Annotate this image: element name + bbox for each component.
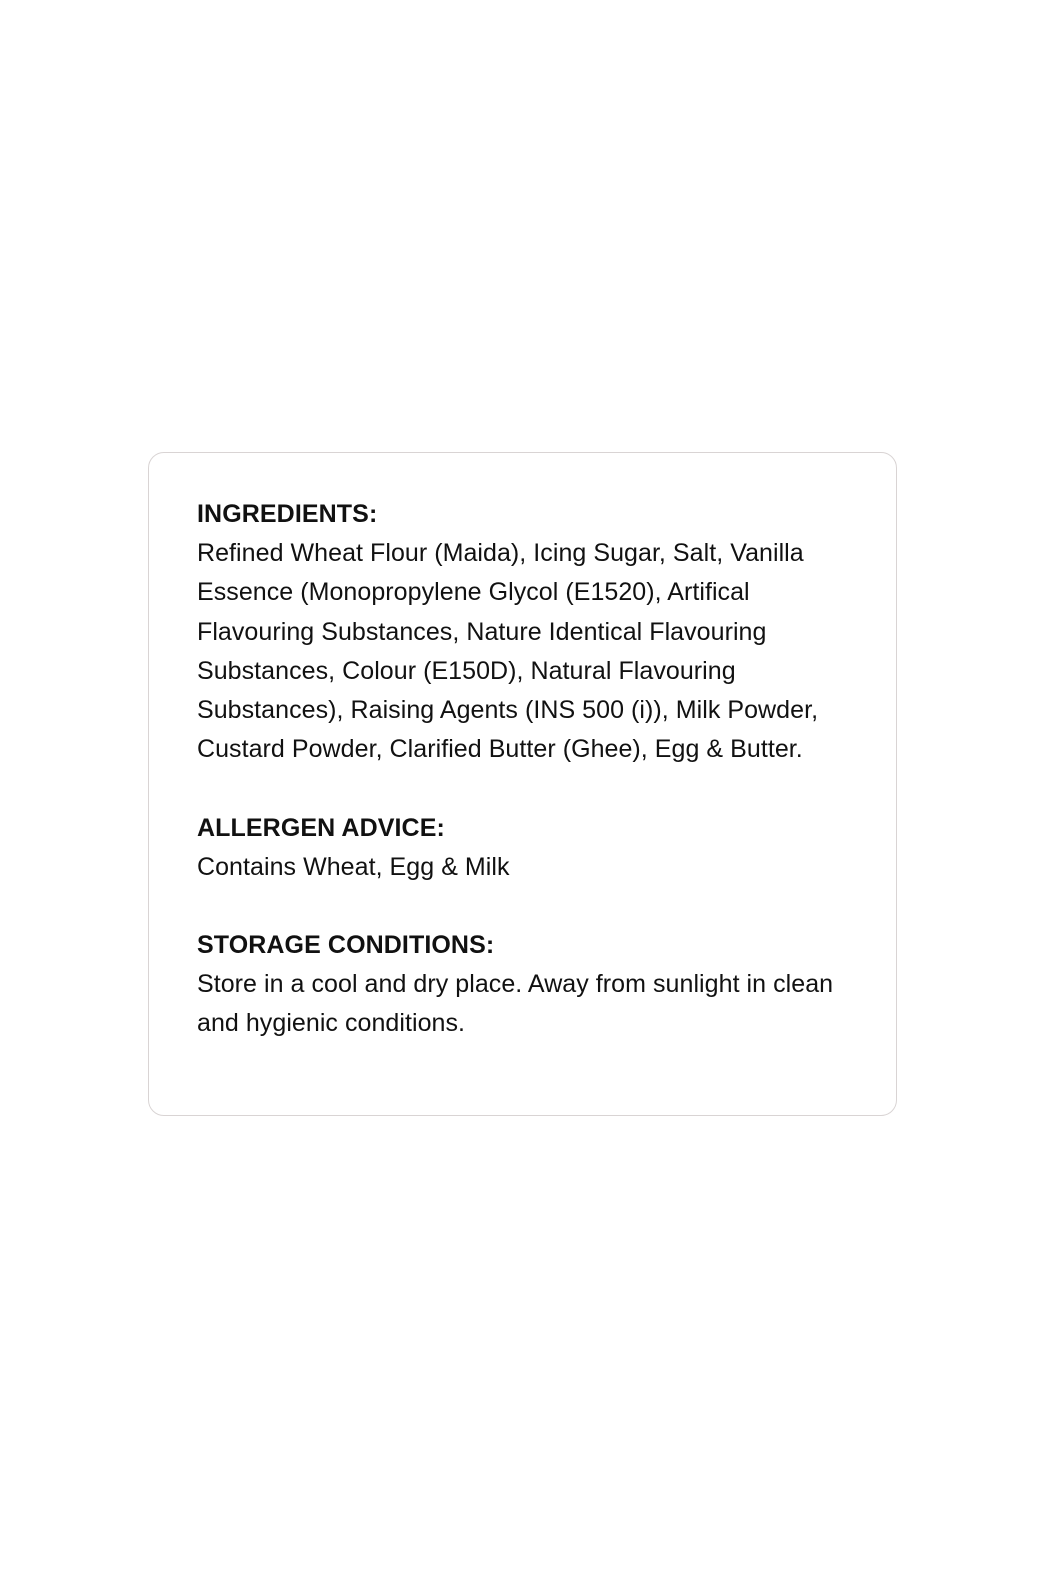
allergen-heading: ALLERGEN ADVICE: — [197, 813, 445, 842]
ingredients-text: Refined Wheat Flour (Maida), Icing Sugar, Salt, Vanilla Essence (Monopropylene Glycol (E1520), Artifical Flavouring Substances, Nature Identical Flavouring Substances, Colour (E150D), Natural Flavouring Substances), Raising Agents (INS 500 (i)), Milk Powder, Custard Powder, Clarified Butter (Ghee), Egg & Butter. — [197, 539, 819, 764]
allergen-section — [197, 809, 852, 887]
storage-text: Store in a cool and dry place. Away from sunlight in clean and hygienic conditions. — [197, 970, 834, 1038]
ingredients-section — [197, 495, 852, 770]
storage-heading: STORAGE CONDITIONS: — [197, 931, 495, 960]
storage-section — [197, 926, 852, 1044]
product-info-card — [148, 452, 897, 1116]
ingredients-heading: INGREDIENTS: — [197, 500, 378, 528]
allergen-text: Contains Wheat, Egg & Milk — [197, 852, 510, 881]
